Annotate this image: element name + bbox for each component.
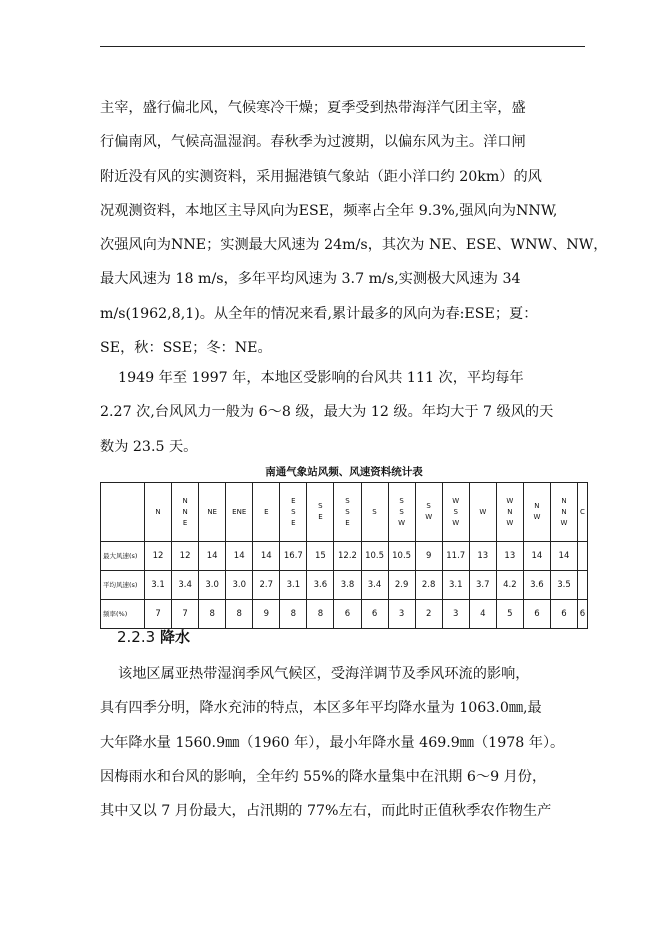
table-cell: 14 [199,542,226,571]
table-cell [578,571,588,600]
text-line: 况观测资料，本地区主导风向为ESE，频率占全年 9.3%,强风向为NNW, [100,202,558,219]
row-label: 最大风速(s) [101,542,145,571]
table-cell: 13 [469,542,496,571]
header-cell: SSE [334,483,361,542]
table-row-avg-speed [101,571,588,600]
table-cell [578,542,588,571]
text-line: m/s(1962,8,1)。从全年的情况来看,累计最多的风向为春:ESE；夏： [100,305,538,322]
header-cell: WNW [496,483,523,542]
header-cell: E [253,483,280,542]
table-cell: 4 [469,600,496,629]
text-line: 因梅雨水和台风的影响，全年约 55%的降水量集中在汛期 6～9 月份， [100,768,547,785]
table-row-max-speed [101,542,588,571]
text-line: 其中又以 7 月份最大，占汛期的 77%左右，而此时正值秋季农作物生产 [100,803,552,820]
text-line: 该地区属亚热带湿润季风气候区，受海洋调节及季风环流的影响， [100,666,530,682]
table-cell: 3.1 [442,571,469,600]
table-cell: 5 [496,600,523,629]
section-heading [117,626,190,647]
table-cell: 10.5 [361,542,388,571]
text-line: SE，秋：SSE；冬：NE。 [100,340,272,357]
text-line: 2.27 次,台风风力一般为 6～8 级，最大为 12 级。年均大于 7 级风的天 [100,404,554,421]
table-cell: 3.6 [523,571,550,600]
table-cell: 6 [361,600,388,629]
table-cell: 9 [253,600,280,629]
header-cell: SW [415,483,442,542]
header-rule [100,46,585,47]
header-cell: WSW [442,483,469,542]
table-cell: 8 [280,600,307,629]
text-line: 行偏南风，气候高温湿润。春秋季为过渡期，以偏东风为主。洋口闸 [100,134,526,151]
text-line: 1949 年至 1997 年，本地区受影响的台风共 111 次，平均每年 [100,370,524,386]
text-line: 数为 23.5 天。 [100,438,198,455]
table-cell: 7 [145,600,172,629]
table-cell: 8 [199,600,226,629]
table-cell: 12 [172,542,199,571]
table-cell: 16.7 [280,542,307,571]
text-line: 大年降水量 1560.9㎜（1960 年），最小年降水量 469.9㎜（1978 年）。 [100,734,565,751]
text-line: 附近没有风的实测资料，采用掘港镇气象站（距小洋口约 20km）的风 [100,168,542,185]
table-cell: 14 [550,542,577,571]
table-cell: 2.9 [388,571,415,600]
table-row-frequency [101,600,588,629]
header-cell: NNW [550,483,577,542]
table-cell: 3 [388,600,415,629]
table-cell: 2.8 [415,571,442,600]
text-line: 主宰，盛行偏北风，气候寒冷干燥；夏季受到热带海洋气团主宰，盛 [100,100,526,116]
header-cell: S [361,483,388,542]
table-cell: 8 [226,600,253,629]
table-cell: 2.7 [253,571,280,600]
table-cell: 10.5 [388,542,415,571]
table-cell: 3.6 [307,571,334,600]
table-cell: 3.0 [199,571,226,600]
header-cell: NW [523,483,550,542]
header-cell: SE [307,483,334,542]
table-cell: 6 [550,600,577,629]
table-cell: 8 [307,600,334,629]
table-caption: 南通气象站风频、风速资料统计表 [265,466,423,478]
table-cell: 12.2 [334,542,361,571]
table-cell: 3.0 [226,571,253,600]
header-cell: NE [199,483,226,542]
header-cell: NNE [172,483,199,542]
section-title: 降水 [159,628,190,646]
table-cell: 15 [307,542,334,571]
header-cell: SSW [388,483,415,542]
table-cell: 11.7 [442,542,469,571]
table-cell: 3.8 [334,571,361,600]
table-cell: 3 [442,600,469,629]
header-cell: W [469,483,496,542]
table-cell: 13 [496,542,523,571]
table-cell: 12 [145,542,172,571]
paragraph-precipitation [100,657,586,828]
table-cell: 6 [578,600,588,629]
text-line: 具有四季分明，降水充沛的特点，本区多年平均降水量为 1063.0㎜,最 [100,700,542,717]
table-cell: 6 [334,600,361,629]
paragraph-typhoon [100,361,586,464]
section-number: 2.2.3 [117,628,156,646]
header-cell: ENE [226,483,253,542]
table-cell: 14 [226,542,253,571]
table-cell: 6 [523,600,550,629]
table-cell: 3.1 [145,571,172,600]
header-corner-cell [101,483,145,542]
header-cell: N [145,483,172,542]
text-line: 次强风向为NNE；实测最大风速为 24m/s，其次为 NE、ESE、WNW、NW， [100,237,608,254]
table-cell: 14 [253,542,280,571]
table-cell: 3.5 [550,571,577,600]
table-cell: 4.2 [496,571,523,600]
wind-statistics-table [100,482,588,629]
table-cell: 9 [415,542,442,571]
table-cell: 3.1 [280,571,307,600]
row-label: 频率(%) [101,600,145,629]
header-cell: ESE [280,483,307,542]
table-cell: 3.7 [469,571,496,600]
table-cell: 7 [172,600,199,629]
table-header-row [101,483,588,542]
table-cell: 3.4 [172,571,199,600]
table-cell: 3.4 [361,571,388,600]
table-cell: 14 [523,542,550,571]
text-line: 最大风速为 18 m/s，多年平均风速为 3.7 m/s,实测极大风速为 34 [100,271,521,288]
paragraph-wind-climate [100,91,608,365]
table-cell: 2 [415,600,442,629]
header-cell: C [578,483,588,542]
row-label: 平均风速(s) [101,571,145,600]
